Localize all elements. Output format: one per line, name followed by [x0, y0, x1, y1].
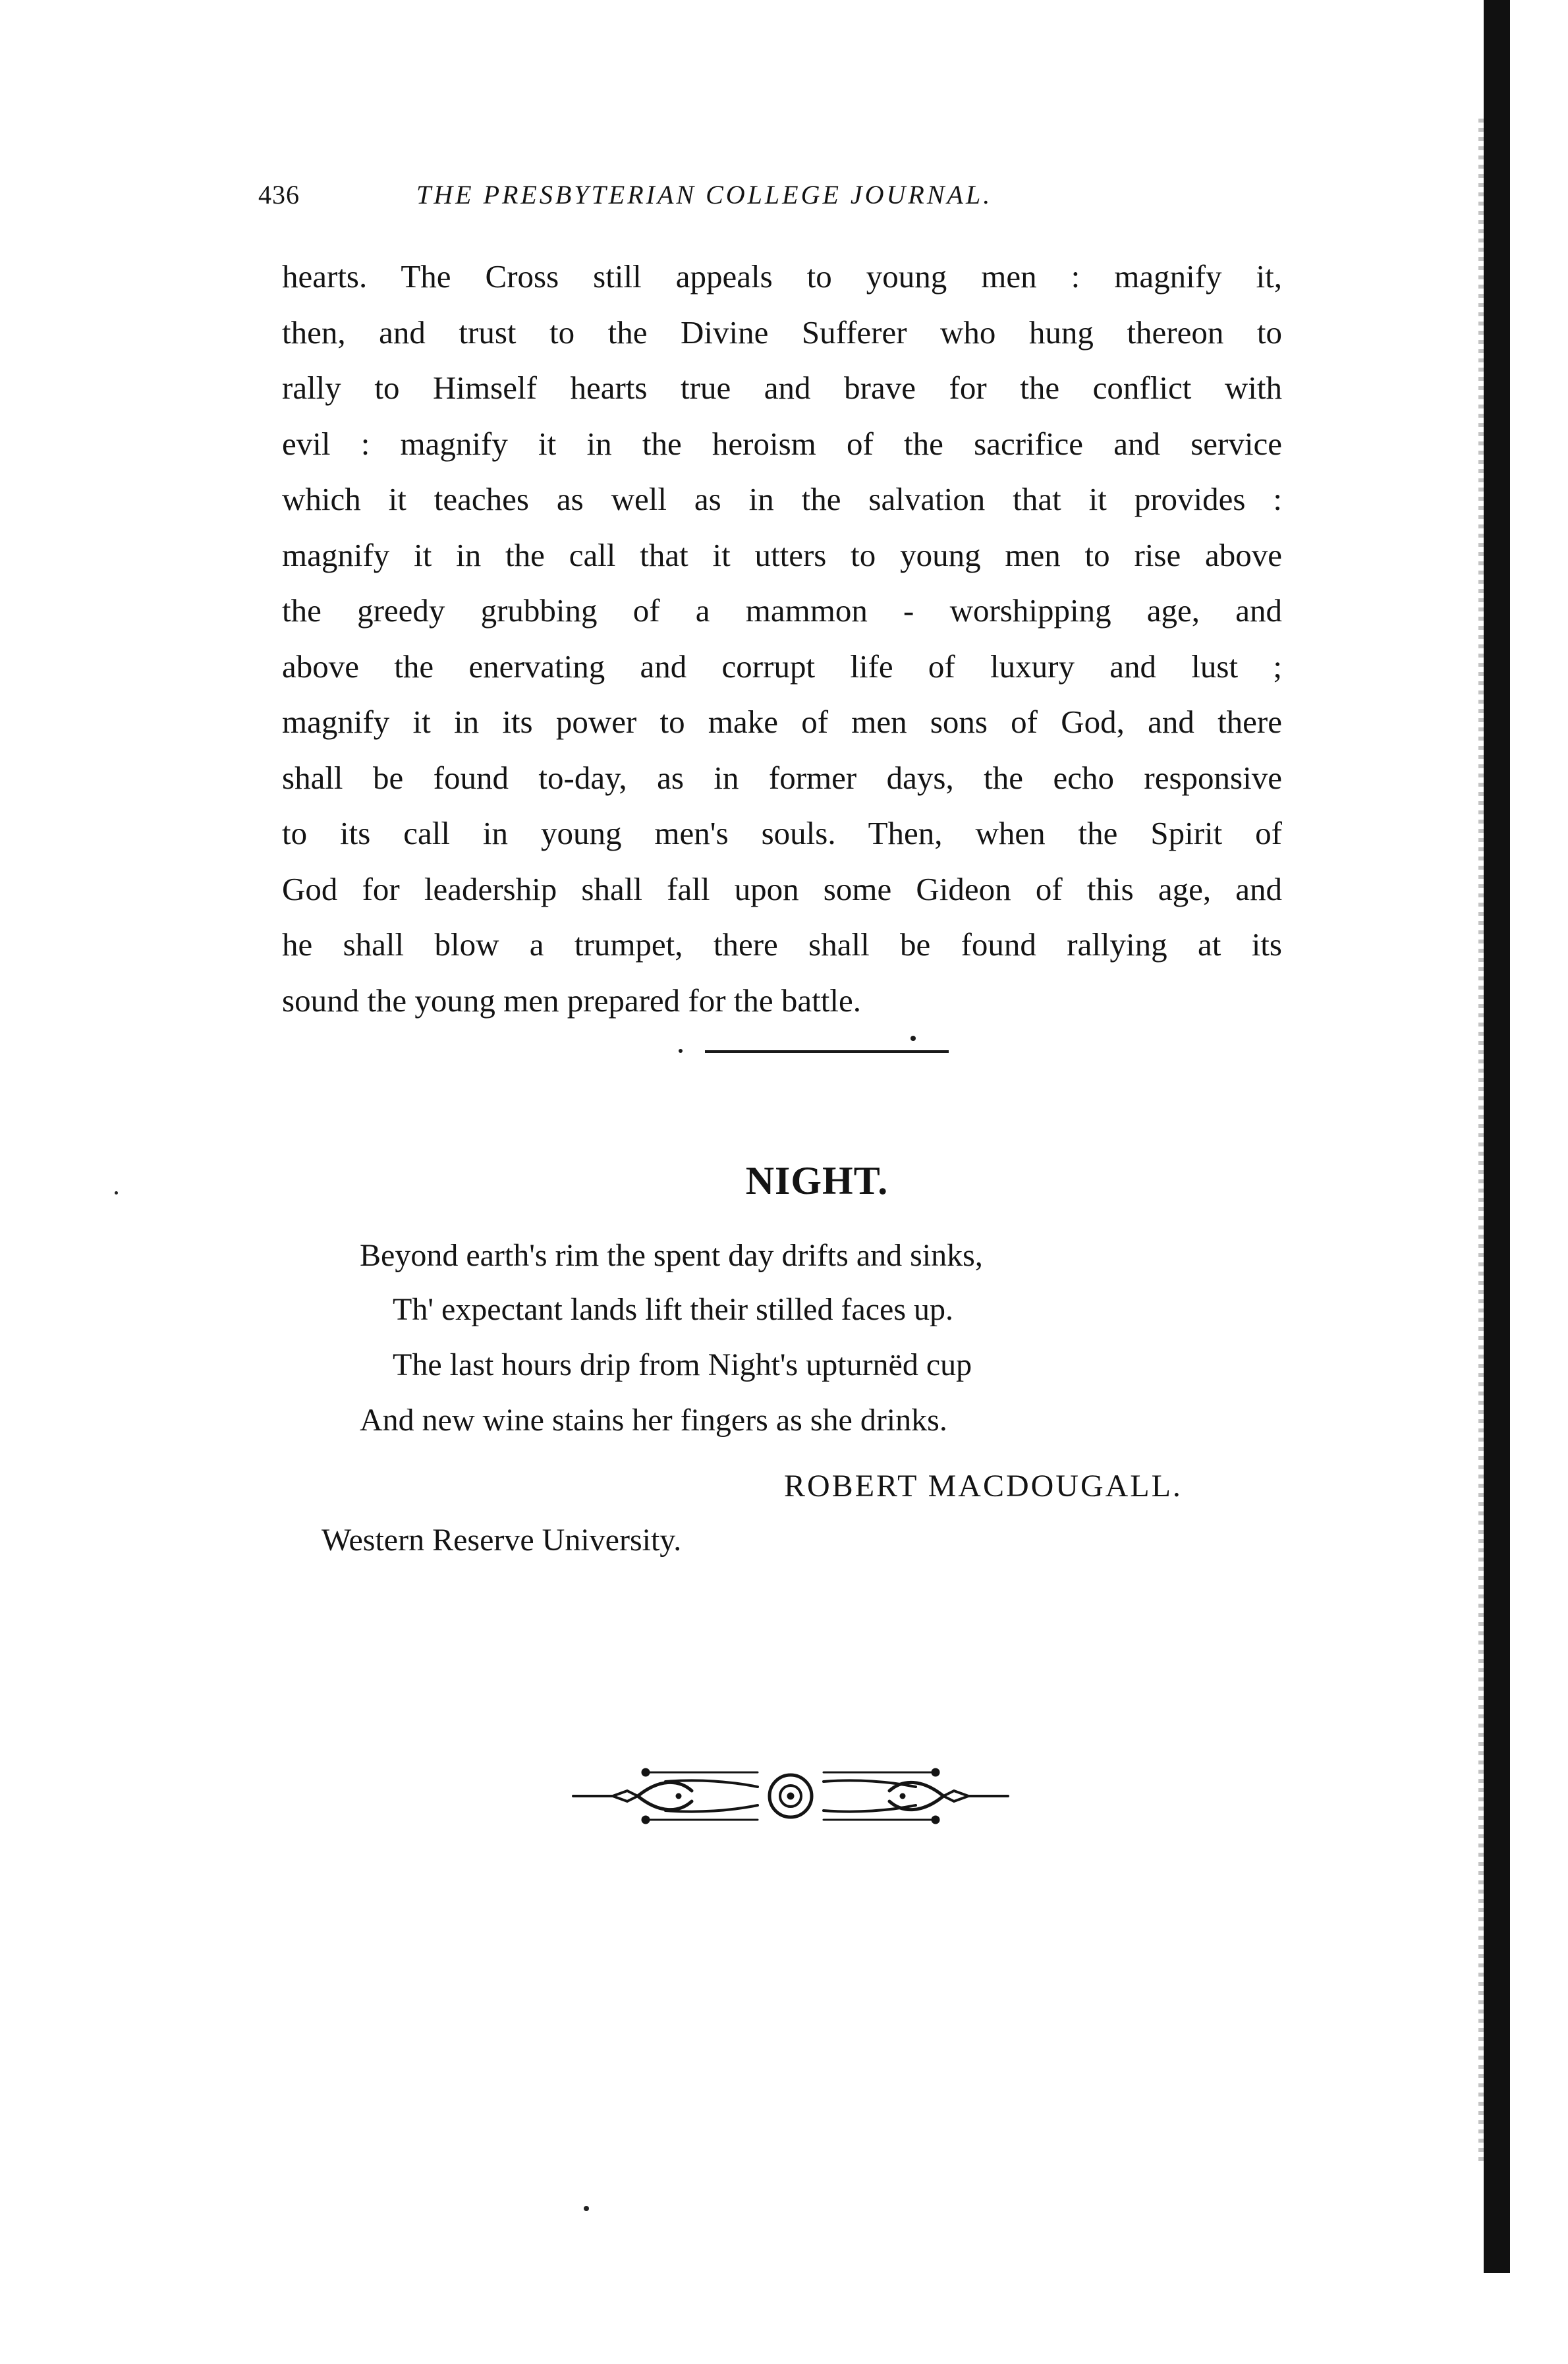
prose-line: hearts. The Cross still appeals to young men : magnify it, — [282, 258, 1282, 295]
journal-title: THE PRESBYTERIAN COLLEGE JOURNAL. — [416, 180, 993, 210]
author-affiliation: Western Reserve University. — [322, 1523, 682, 1558]
prose-line: which it teaches as well as in the salvation that it provides : — [282, 481, 1282, 517]
divider-rule — [705, 1050, 949, 1053]
prose-line: rally to Himself hearts true and brave for the conflict with — [282, 370, 1282, 406]
prose-paragraph — [282, 249, 1282, 1028]
prose-line: to its call in young men's souls. Then, when the Spirit of — [282, 815, 1282, 851]
poem-author: ROBERT MACDOUGALL. — [784, 1469, 1183, 1504]
running-head — [258, 175, 1181, 215]
poem-title: NIGHT. — [745, 1159, 889, 1202]
prose-line: the greedy grubbing of a mammon - worshipping age, and — [282, 592, 1282, 629]
ornamental-flourish-icon — [567, 1753, 1015, 1838]
section-divider — [659, 1008, 988, 1061]
poem-line: The last hours drip from Night's upturnëd cup — [393, 1347, 972, 1382]
page-number: 436 — [258, 180, 300, 210]
prose-line: sound the young men prepared for the battle. — [282, 982, 862, 1019]
prose-line: he shall blow a trumpet, there shall be found rallying at its — [282, 926, 1282, 963]
prose-line: shall be found to-day, as in former days, the echo responsive — [282, 759, 1282, 796]
prose-line: magnify it in its power to make of men sons of God, and there — [282, 704, 1282, 740]
page-edge-scan-border — [1484, 0, 1510, 2273]
poem-line: Beyond earth's rim the spent day drifts and sinks, — [360, 1238, 983, 1273]
scan-speck — [115, 1191, 118, 1195]
prose-line: God for leadership shall fall upon some Gideon of this age, and — [282, 870, 1282, 907]
poem-line: And new wine stains her fingers as she drinks. — [360, 1403, 947, 1438]
divider-dot — [910, 1036, 916, 1041]
prose-line: evil : magnify it in the heroism of the sacrifice and service — [282, 425, 1282, 462]
divider-dot — [679, 1049, 683, 1053]
scan-speck — [584, 2206, 589, 2211]
prose-line: magnify it in the call that it utters to young men to rise above — [282, 536, 1282, 573]
prose-line: then, and trust to the Divine Sufferer who hung thereon to — [282, 314, 1282, 351]
prose-line: above the enervating and corrupt life of luxury and lust ; — [282, 648, 1282, 685]
poem-line: Th' expectant lands lift their stilled faces up. — [393, 1292, 954, 1327]
